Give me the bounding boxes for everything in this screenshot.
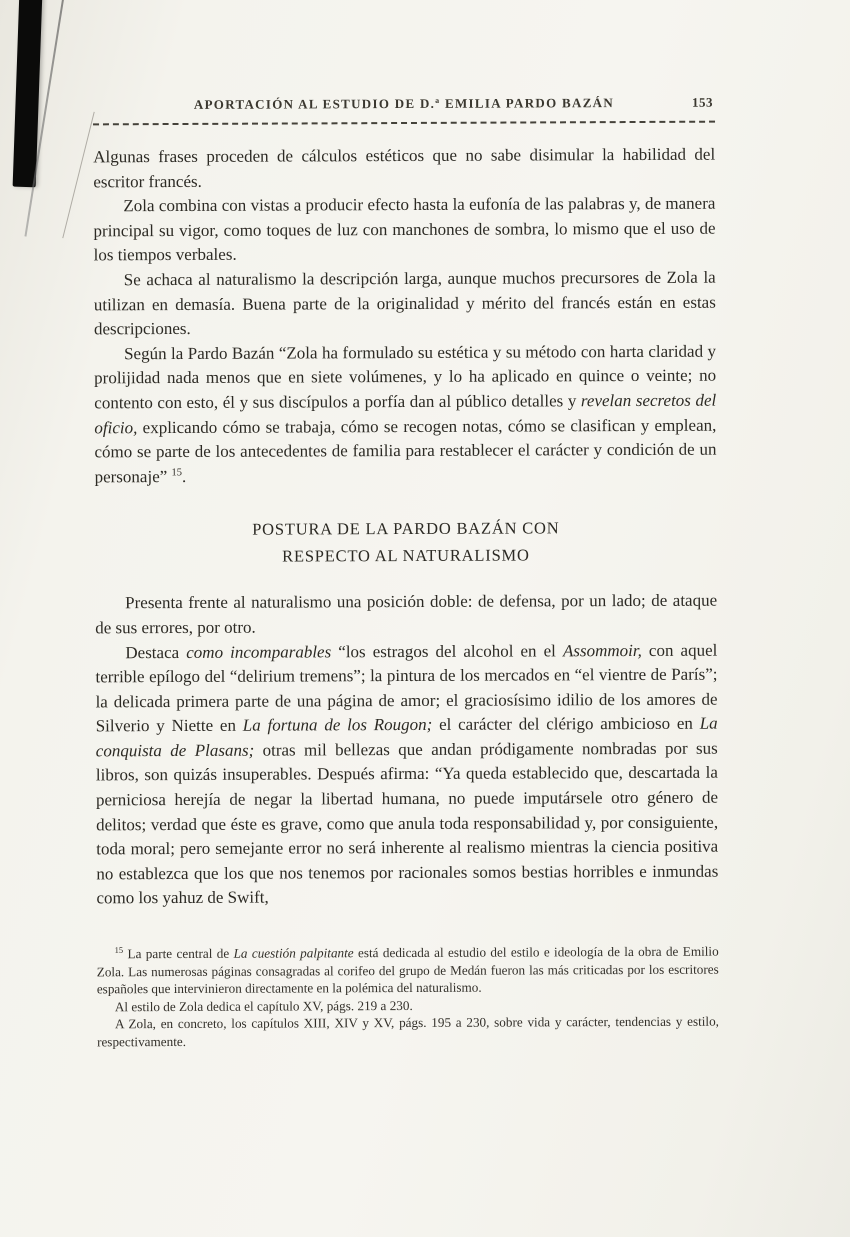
italic-text: La conquista de Plasans;: [95, 713, 718, 761]
footnote-reference: 15: [114, 944, 124, 955]
header-rule: [93, 121, 715, 126]
italic-text: Assommoir,: [562, 640, 642, 660]
paragraph: [93, 143, 715, 195]
footnote-reference: 15: [171, 467, 183, 479]
footnote-paragraph: [97, 943, 719, 998]
italic-text: como incomparables: [186, 641, 332, 662]
italic-text: La cuestión palpitante: [233, 945, 354, 961]
paragraph: [93, 192, 715, 268]
text-run: Al estilo de Zola dedica el capítulo XV, págs. 219 a 230.: [114, 997, 413, 1015]
running-title: APORTACIÓN AL ESTUDIO DE D.ª EMILIA PARDO BAZÁN: [193, 95, 615, 112]
section-heading: [95, 514, 717, 571]
text-run: .: [181, 466, 187, 486]
section-heading-line2: RESPECTO AL NATURALISMO: [282, 545, 530, 566]
text-run: el carácter del clérigo ambicioso en: [432, 714, 700, 735]
text-run: Presenta frente al naturalismo una posición doble: de defensa, por un lado; de ataque de sus errores, por otro.: [95, 590, 718, 638]
text-run: Zola combina con vistas a producir efecto hasta la eufonía de las palabras y, de manera principal su vigor, como toques de luz con manchones de sombra, lo mismo que el uso de los tiempos verbales.: [93, 193, 716, 265]
italic-text: La fortuna de los Rougon;: [242, 715, 433, 735]
page-header: [93, 95, 715, 114]
text-run: A Zola, en concreto, los capítulos XIII, XIV y XV, págs. 195 a 230, sobre vida y carácter, tendencias y estilo, respectivamente.: [97, 1014, 719, 1050]
body-paragraphs-before: [93, 143, 716, 490]
text-run: Destaca: [125, 642, 187, 662]
text-run: explicando cómo se trabaja, cómo se recogen notas, cómo se clasifican y emplean, cómo se parte de los antecedentes de familia para restablecer el carácter y condición de un personaje”: [94, 415, 717, 487]
text-run: está dedicada al estudio del estilo e ideología de la obra de Emilio Zola. Las numerosas páginas consagradas al corifeo del grupo de Medán fueron las más criticadas por los escritores españoles que intervinieron directamente en la polémica del naturalismo.: [96, 943, 719, 997]
text-run: Algunas frases proceden de cálculos estéticos que no sabe disimular la habilidad del escritor francés.: [93, 144, 716, 191]
text-run: La parte central de: [123, 945, 234, 962]
paragraph: [94, 266, 716, 342]
text-run: “los estragos del alcohol en el: [331, 640, 563, 661]
footnote-block: [97, 943, 719, 1051]
text-run: otras mil bellezas que andan pródigamente nombradas por sus libros, son quizás insuperables. Después afirma: “Ya queda establecido que, descartada la perniciosa herejía de negar la libertad humana, no puede imputársele otro género de delitos; verdad que éste es grave, como que anula toda responsabilidad y, por consiguiente, toda moral; pero semejante error no será inherente al realismo mientras la ciencia positiva no establezca que los que nos tenemos por racionales somos bestias horribles e inmundas como los yahuz de Swift,: [95, 738, 719, 908]
paragraph: [94, 339, 717, 489]
italic-text: revelan secretos del oficio,: [94, 390, 717, 437]
scan-crease-line-2: [62, 112, 94, 238]
text-run: Según la Pardo Bazán “Zola ha formulado su estética y su método con harta claridad y prolijidad nada menos que en siete volúmenes, y lo ha aplicado en quince o veinte; no contento con esto, él y sus discípulos a porfía dan al público detalles y: [94, 341, 717, 413]
footnote-paragraph: [97, 1013, 719, 1051]
page-content: [93, 95, 719, 1051]
text-run: con aquel terrible epílogo del “delirium tremens”; la pintura de los mercados en “el vientre de París”; la delicada primera parte de una página de amor; el graciosísimo idilio de los amores de Silverio y Niette en: [95, 640, 718, 736]
paragraph: [95, 638, 718, 911]
section-heading-line1: POSTURA DE LA PARDO BAZÁN CON: [252, 518, 560, 539]
body-paragraphs-after: [95, 589, 718, 911]
page-number: 153: [691, 94, 713, 110]
text-run: Se achaca al naturalismo la descripción larga, aunque muchos precursores de Zola la utilizan en demasía. Buena parte de la originalidad y mérito del francés están en estas descripciones.: [93, 267, 716, 339]
paragraph: [95, 589, 717, 641]
